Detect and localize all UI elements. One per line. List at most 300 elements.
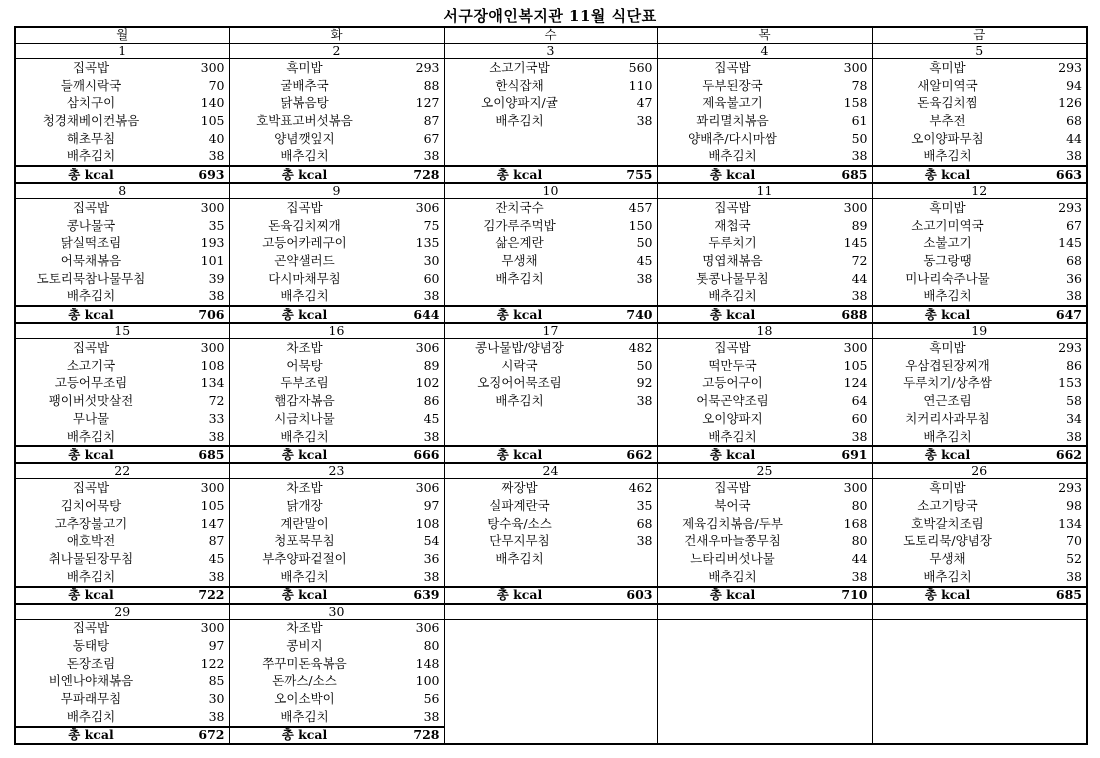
day-total xyxy=(230,167,444,182)
day-total xyxy=(16,728,229,743)
menu-item-name: 배추김치 xyxy=(66,289,116,304)
menu-item-name: 오이양파무침 xyxy=(911,131,984,146)
menu-item xyxy=(873,497,1087,515)
menu-item-name: 양념깻잎지 xyxy=(274,131,335,146)
menu-item xyxy=(445,252,657,270)
date-row xyxy=(15,604,1087,620)
day-total xyxy=(230,588,444,603)
menu-item-kcal: 148 xyxy=(415,655,440,671)
menu-item-kcal: 150 xyxy=(628,217,653,233)
menu-item-kcal: 134 xyxy=(200,375,225,391)
menu-item-name: 두부조림 xyxy=(280,376,329,391)
total-row xyxy=(15,727,1087,744)
menu-item xyxy=(445,94,657,112)
day-menu-cell xyxy=(657,479,872,587)
menu-item-name: 집곡밥 xyxy=(72,200,110,215)
menu-item xyxy=(230,199,444,217)
menu-item-kcal: 50 xyxy=(636,357,653,373)
menu-item-name: 김치어묵탕 xyxy=(60,498,122,513)
date-row xyxy=(15,183,1087,199)
day-total-cell xyxy=(444,306,657,323)
menu-item-kcal: 38 xyxy=(423,568,440,584)
menu-item xyxy=(658,357,872,375)
menu-item xyxy=(16,708,229,726)
menu-item xyxy=(445,270,657,288)
date-row xyxy=(15,323,1087,339)
day-total xyxy=(873,588,1087,603)
menu-item-name: 배추김치 xyxy=(280,289,329,304)
menu-item-name: 배추김치 xyxy=(66,569,116,584)
total-kcal-value: 685 xyxy=(198,446,225,462)
menu-item-kcal: 36 xyxy=(423,550,440,566)
total-label: 총 kcal xyxy=(281,587,328,602)
menu-item-name: 배추김치 xyxy=(495,394,544,409)
day-total xyxy=(445,447,657,462)
menu-item-kcal: 67 xyxy=(1066,217,1082,233)
menu-item-kcal: 306 xyxy=(415,620,440,636)
menu-item xyxy=(16,217,229,235)
menu-item-name: 제육김치볶음/두부 xyxy=(682,516,783,531)
menu-item xyxy=(873,515,1087,533)
menu-item xyxy=(230,708,444,726)
day-date: 3 xyxy=(444,44,657,59)
menu-item-name: 애호박전 xyxy=(66,534,116,549)
total-kcal-value: 662 xyxy=(626,446,653,462)
weekday-header: 화 xyxy=(229,27,444,44)
menu-item-name: 소고기탕국 xyxy=(917,498,978,513)
menu-item-name: 새알미역국 xyxy=(917,78,978,93)
menu-item xyxy=(873,94,1087,112)
menu-item xyxy=(230,235,444,253)
menu-item-name: 배추김치 xyxy=(923,569,972,584)
menu-item-name: 삶은계란 xyxy=(495,236,544,251)
menu-item xyxy=(230,339,444,357)
menu-item-name: 배추김치 xyxy=(66,709,116,724)
total-row xyxy=(15,306,1087,323)
menu-item-name: 돈까스/소스 xyxy=(272,674,337,689)
menu-item-kcal: 54 xyxy=(423,533,440,549)
menu-item-name: 집곡밥 xyxy=(72,60,110,75)
day-date: 25 xyxy=(657,463,872,479)
menu-item-name: 배추김치 xyxy=(280,709,329,724)
menu-item xyxy=(230,690,444,708)
total-kcal-value: 755 xyxy=(626,166,653,182)
total-kcal-value: 688 xyxy=(841,306,868,322)
menu-item xyxy=(873,147,1087,165)
menu-item xyxy=(230,620,444,638)
total-kcal-value: 710 xyxy=(841,587,868,602)
menu-item xyxy=(445,235,657,253)
menu-item xyxy=(16,479,229,497)
menu-items-row xyxy=(15,199,1087,307)
menu-item xyxy=(16,428,229,446)
menu-item-kcal: 86 xyxy=(423,393,440,409)
meal-plan-body xyxy=(15,27,1087,744)
menu-item xyxy=(658,568,872,586)
menu-item-name: 집곡밥 xyxy=(714,481,751,496)
menu-item-name: 느타리버섯나물 xyxy=(690,551,775,566)
day-total-cell xyxy=(15,306,229,323)
menu-item-kcal: 300 xyxy=(200,340,225,356)
menu-item xyxy=(16,199,229,217)
menu-item xyxy=(16,532,229,550)
menu-item xyxy=(658,479,872,497)
day-total-cell xyxy=(444,166,657,183)
menu-item-kcal: 58 xyxy=(1066,393,1082,409)
menu-item-name: 오징어어묵조림 xyxy=(477,376,562,391)
menu-item-name: 어묵곤약조림 xyxy=(696,394,769,409)
menu-item xyxy=(658,428,872,446)
menu-item-name: 오이양파지 xyxy=(702,411,763,426)
menu-item-kcal: 100 xyxy=(415,673,440,689)
total-kcal-value: 644 xyxy=(413,306,440,322)
menu-item-kcal: 168 xyxy=(843,515,868,531)
menu-item-name: 시금치나물 xyxy=(274,411,335,426)
day-total xyxy=(16,447,229,462)
day-menu-cell xyxy=(15,619,229,727)
menu-item-name: 오이양파지/귤 xyxy=(481,96,558,111)
menu-item xyxy=(658,235,872,253)
menu-item xyxy=(873,550,1087,568)
menu-item-kcal: 153 xyxy=(1058,375,1082,391)
total-row xyxy=(15,166,1087,183)
menu-item-kcal: 70 xyxy=(1066,533,1082,549)
menu-item xyxy=(873,392,1087,410)
menu-item-kcal: 30 xyxy=(208,691,225,707)
menu-item-kcal: 300 xyxy=(200,199,225,215)
day-total-cell xyxy=(872,446,1087,463)
date-row xyxy=(15,463,1087,479)
menu-item-name: 고등어구이 xyxy=(702,376,763,391)
menu-item-name: 두루치기 xyxy=(708,236,757,251)
day-date: 12 xyxy=(872,183,1087,199)
menu-item xyxy=(873,410,1087,428)
menu-item xyxy=(658,217,872,235)
menu-item-name: 연근조림 xyxy=(923,394,972,409)
weekday-header: 금 xyxy=(872,27,1087,44)
total-kcal-value: 666 xyxy=(413,446,440,462)
menu-item-name: 콩나물밥/양념장 xyxy=(475,341,564,356)
menu-item-name: 꽈리멸치볶음 xyxy=(696,113,769,128)
total-kcal-value: 685 xyxy=(841,166,868,182)
day-menu-cell xyxy=(229,339,444,447)
menu-item-kcal: 300 xyxy=(200,480,225,496)
menu-item-name: 배추김치 xyxy=(708,569,757,584)
menu-item-name: 고등어무조림 xyxy=(54,376,128,391)
menu-item-name: 어묵채볶음 xyxy=(60,254,122,269)
day-menu-cell xyxy=(872,199,1087,307)
menu-item-kcal: 101 xyxy=(200,253,225,269)
menu-item xyxy=(658,392,872,410)
menu-item-name: 미나리숙주나물 xyxy=(905,271,990,286)
menu-item xyxy=(16,673,229,691)
menu-item xyxy=(873,130,1087,148)
menu-item xyxy=(16,94,229,112)
menu-item-name: 북어국 xyxy=(714,498,751,513)
total-row xyxy=(15,446,1087,463)
menu-item xyxy=(445,515,657,533)
total-label: 총 kcal xyxy=(924,587,971,602)
menu-item-kcal: 45 xyxy=(636,253,653,269)
menu-item-name: 집곡밥 xyxy=(72,341,110,356)
menu-item-kcal: 300 xyxy=(200,620,225,636)
menu-item-name: 차조밥 xyxy=(286,341,323,356)
menu-item-kcal: 462 xyxy=(628,480,653,496)
day-total-cell xyxy=(229,166,444,183)
menu-item xyxy=(658,199,872,217)
day-total-cell xyxy=(657,446,872,463)
menu-item-kcal: 38 xyxy=(423,148,440,164)
menu-item xyxy=(445,375,657,393)
menu-item-kcal: 38 xyxy=(1066,568,1082,584)
meal-plan-table xyxy=(14,26,1088,745)
day-date: 15 xyxy=(15,323,229,339)
menu-item-name: 집곡밥 xyxy=(72,481,110,496)
menu-item xyxy=(873,112,1087,130)
empty-menu-cell xyxy=(657,619,872,727)
menu-item xyxy=(873,428,1087,446)
menu-item-kcal: 38 xyxy=(851,568,868,584)
menu-item-kcal: 97 xyxy=(208,638,225,654)
day-total xyxy=(16,307,229,322)
day-menu-cell xyxy=(444,199,657,307)
menu-item-name: 흑미밥 xyxy=(929,60,966,75)
total-kcal-value: 639 xyxy=(413,587,440,602)
day-total-cell xyxy=(229,446,444,463)
day-total-cell xyxy=(657,587,872,604)
empty-date-cell xyxy=(872,604,1087,620)
menu-item-kcal: 38 xyxy=(636,533,653,549)
menu-item xyxy=(16,550,229,568)
total-label: 총 kcal xyxy=(924,306,971,322)
menu-item xyxy=(16,235,229,253)
menu-item-kcal: 134 xyxy=(1058,515,1082,531)
menu-item-kcal: 38 xyxy=(208,428,225,444)
menu-item xyxy=(230,655,444,673)
menu-item xyxy=(16,620,229,638)
menu-item xyxy=(658,532,872,550)
menu-item-name: 배추김치 xyxy=(280,569,329,584)
menu-item xyxy=(230,147,444,165)
weekday-header: 목 xyxy=(657,27,872,44)
menu-item-kcal: 39 xyxy=(208,270,225,286)
menu-item-kcal: 80 xyxy=(851,497,868,513)
day-date: 4 xyxy=(657,44,872,59)
menu-item-kcal: 85 xyxy=(208,673,225,689)
menu-item-kcal: 45 xyxy=(423,410,440,426)
total-label: 총 kcal xyxy=(496,587,543,602)
day-menu-cell xyxy=(872,479,1087,587)
menu-item-kcal: 306 xyxy=(415,199,440,215)
menu-item-kcal: 52 xyxy=(1066,550,1082,566)
menu-item xyxy=(445,59,657,77)
menu-item xyxy=(445,77,657,95)
menu-item-kcal: 75 xyxy=(423,217,440,233)
menu-item-name: 배추김치 xyxy=(923,289,972,304)
day-date: 22 xyxy=(15,463,229,479)
menu-item-kcal: 110 xyxy=(628,77,653,93)
menu-item-name: 햄감자볶음 xyxy=(274,394,335,409)
menu-item xyxy=(445,497,657,515)
menu-item-name: 소고기국밥 xyxy=(489,60,550,75)
menu-item-kcal: 35 xyxy=(208,217,225,233)
day-total xyxy=(16,588,229,603)
total-kcal-value: 693 xyxy=(198,166,225,182)
day-total xyxy=(445,307,657,322)
menu-item-kcal: 306 xyxy=(415,340,440,356)
total-label: 총 kcal xyxy=(68,166,114,182)
day-total-cell xyxy=(229,587,444,604)
menu-item xyxy=(658,59,872,77)
page-title: 서구장애인복지관 11월 식단표 xyxy=(443,7,657,25)
menu-item-name: 치커리사과무침 xyxy=(905,411,990,426)
day-total-cell xyxy=(15,166,229,183)
day-menu-cell xyxy=(229,59,444,167)
menu-item xyxy=(873,199,1087,217)
menu-item xyxy=(16,690,229,708)
total-kcal-value: 722 xyxy=(198,587,225,602)
day-menu-cell xyxy=(229,479,444,587)
menu-item-kcal: 108 xyxy=(415,515,440,531)
day-date: 23 xyxy=(229,463,444,479)
menu-item-name: 고등어카레구이 xyxy=(262,236,347,251)
total-label: 총 kcal xyxy=(496,166,543,182)
menu-item xyxy=(658,410,872,428)
menu-item-name: 단무지무침 xyxy=(489,534,550,549)
menu-item-kcal: 88 xyxy=(423,77,440,93)
menu-item xyxy=(230,375,444,393)
menu-item-kcal: 102 xyxy=(415,375,440,391)
menu-item-kcal: 97 xyxy=(423,497,440,513)
day-total-cell xyxy=(872,587,1087,604)
total-label: 총 kcal xyxy=(924,166,971,182)
menu-item-name: 집곡밥 xyxy=(714,60,751,75)
day-total xyxy=(445,167,657,182)
day-date: 2 xyxy=(229,44,444,59)
menu-item-name: 부추전 xyxy=(929,113,966,128)
menu-item-name: 닭볶음탕 xyxy=(280,96,329,111)
menu-item-kcal: 38 xyxy=(423,428,440,444)
menu-item xyxy=(658,375,872,393)
menu-item-kcal: 67 xyxy=(423,130,440,146)
menu-item-kcal: 45 xyxy=(208,550,225,566)
menu-item-kcal: 60 xyxy=(423,270,440,286)
day-total-cell xyxy=(229,306,444,323)
menu-item xyxy=(16,410,229,428)
day-total-cell xyxy=(872,306,1087,323)
menu-item-name: 두부된장국 xyxy=(702,78,763,93)
menu-item-kcal: 38 xyxy=(636,393,653,409)
menu-items-row xyxy=(15,619,1087,727)
date-row xyxy=(15,44,1087,59)
menu-item-kcal: 560 xyxy=(628,59,653,75)
menu-item xyxy=(230,673,444,691)
menu-item-kcal: 47 xyxy=(636,95,653,111)
menu-item-kcal: 38 xyxy=(1066,288,1082,304)
menu-item-kcal: 105 xyxy=(843,357,868,373)
menu-item-name: 실파계란국 xyxy=(489,498,550,513)
menu-item-name: 김가루주먹밥 xyxy=(483,218,556,233)
menu-item xyxy=(230,288,444,306)
menu-item-name: 오이소박이 xyxy=(274,692,335,707)
menu-item-name: 차조밥 xyxy=(286,481,323,496)
total-label: 총 kcal xyxy=(709,587,756,602)
menu-item-name: 무나물 xyxy=(72,411,110,426)
day-date: 16 xyxy=(229,323,444,339)
menu-item xyxy=(16,130,229,148)
menu-item-kcal: 44 xyxy=(851,270,868,286)
menu-item-kcal: 38 xyxy=(208,288,225,304)
menu-item-name: 양배추/다시마쌈 xyxy=(688,131,777,146)
menu-item-name: 계란말이 xyxy=(280,516,329,531)
menu-item xyxy=(16,515,229,533)
menu-item xyxy=(873,375,1087,393)
menu-item-name: 톳콩나물무침 xyxy=(696,271,769,286)
menu-item-kcal: 145 xyxy=(843,235,868,251)
menu-item-kcal: 135 xyxy=(415,235,440,251)
empty-total-cell xyxy=(872,727,1087,744)
menu-item xyxy=(230,270,444,288)
menu-item xyxy=(230,515,444,533)
day-total xyxy=(658,447,872,462)
menu-item-kcal: 457 xyxy=(628,199,653,215)
menu-item-kcal: 38 xyxy=(851,288,868,304)
menu-item-name: 흑미밥 xyxy=(929,200,966,215)
menu-item-name: 무파래무침 xyxy=(60,692,122,707)
menu-item-name: 동그랑땡 xyxy=(923,254,972,269)
total-kcal-value: 728 xyxy=(413,727,440,743)
menu-item xyxy=(230,497,444,515)
menu-item xyxy=(873,252,1087,270)
menu-item xyxy=(873,357,1087,375)
menu-item xyxy=(445,550,657,568)
menu-item-kcal: 300 xyxy=(843,480,868,496)
total-kcal-value: 603 xyxy=(626,587,653,602)
day-menu-cell xyxy=(444,479,657,587)
menu-item-kcal: 38 xyxy=(208,708,225,724)
menu-item-name: 쭈꾸미돈육볶음 xyxy=(262,656,347,671)
menu-item xyxy=(445,217,657,235)
day-total-cell xyxy=(657,306,872,323)
total-kcal-value: 663 xyxy=(1055,166,1082,182)
menu-item-kcal: 105 xyxy=(200,112,225,128)
total-label: 총 kcal xyxy=(496,446,543,462)
day-total-cell xyxy=(229,727,444,744)
menu-item xyxy=(230,112,444,130)
total-kcal-value: 691 xyxy=(841,446,868,462)
menu-item xyxy=(658,339,872,357)
menu-items-row xyxy=(15,339,1087,447)
menu-item-name: 명엽채볶음 xyxy=(702,254,763,269)
menu-item xyxy=(16,497,229,515)
day-total-cell xyxy=(657,166,872,183)
menu-item-name: 잔치국수 xyxy=(495,200,544,215)
menu-item xyxy=(16,655,229,673)
total-label: 총 kcal xyxy=(68,587,114,602)
menu-item-name: 해초무침 xyxy=(66,131,116,146)
menu-item xyxy=(873,479,1087,497)
menu-item-kcal: 38 xyxy=(636,112,653,128)
menu-item xyxy=(445,339,657,357)
menu-items-row xyxy=(15,59,1087,167)
menu-item-kcal: 38 xyxy=(423,708,440,724)
menu-item xyxy=(445,112,657,130)
day-menu-cell xyxy=(15,59,229,167)
menu-item-kcal: 72 xyxy=(851,253,868,269)
day-total xyxy=(230,307,444,322)
menu-item-name: 배추김치 xyxy=(66,429,116,444)
menu-item-name: 호박표고버섯볶음 xyxy=(256,113,353,128)
